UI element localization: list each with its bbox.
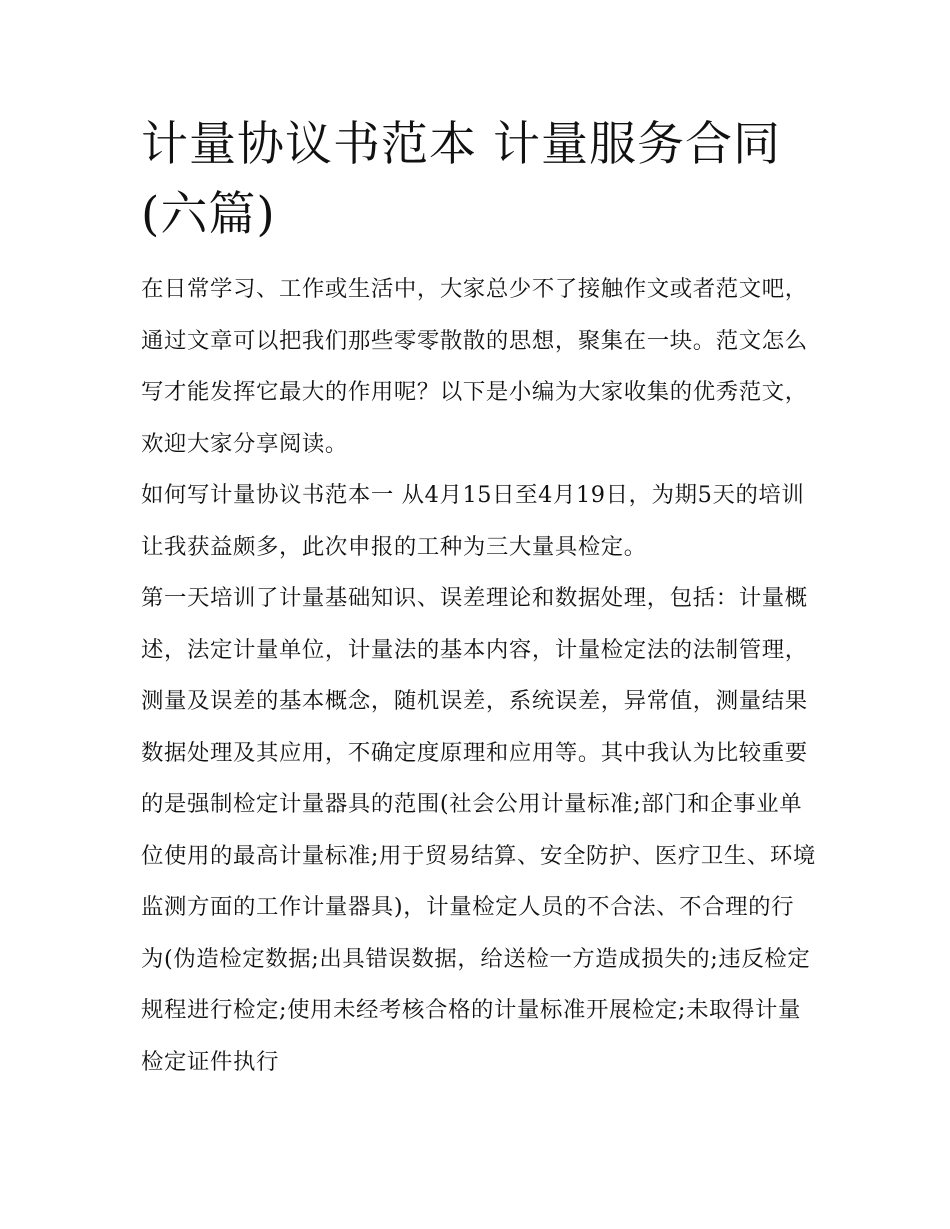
document-title: 计量协议书范本 计量服务合同(六篇) [141,117,781,242]
training-overview-paragraph: 如何写计量协议书范本一 从4月15日至4月19日，为期5天的培训让我获益颇多，此次申报的工种为三大量具检定。 [141,482,805,560]
document-body [141,110,816,1088]
intro-paragraph: 在日常学习、工作或生活中，大家总少不了接触作文或者范文吧，通过文章可以把我们那些零零散散的思想，聚集在一块。范文怎么写才能发挥它最大的作用呢？以下是小编为大家收集的优秀范文，欢迎大家分享阅读。 [141,276,808,457]
first-day-paragraph: 第一天培训了计量基础知识、误差理论和数据处理，包括：计量概述，法定计量单位，计量法的基本内容，计量检定法的法制管理，测量及误差的基本概念，随机误差，系统误差，异常值，测量结果数据处理及其应用，不确定度原理和应用等。其中我认为比较重要的是强制检定计量器具的范围(社会公用计量标准;部门和企事业单位使用的最高计量标准;用于贸易结算、安全防护、医疗卫生、环境监测方面的工作计量器具)，计量检定人员的不合法、不合理的行为(伪造检定数据;出具错误数据，给送检一方造成损失的;违反检定规程进行检定;使用未经考核合格的计量标准开展检定;未取得计量检定证件执行 [141,585,816,1075]
